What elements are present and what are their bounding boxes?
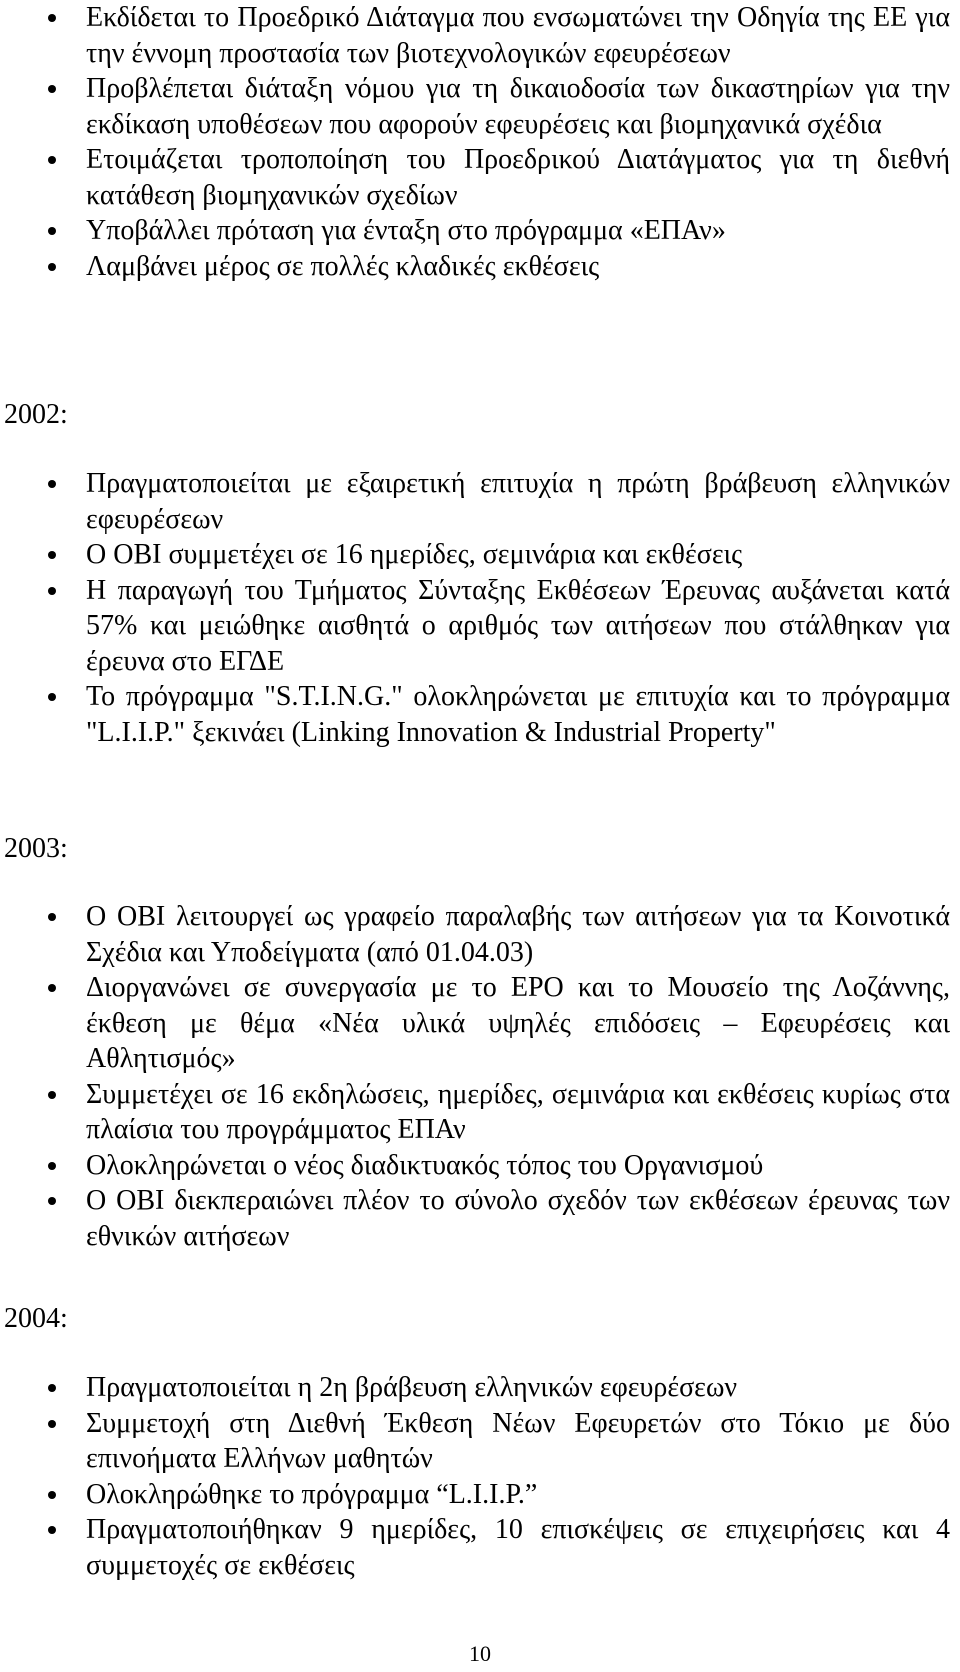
bullet-list-2004 [86, 1370, 950, 1583]
list-item: Λαμβάνει μέρος σε πολλές κλαδικές εκθέσεις [86, 249, 950, 285]
list-item: Συμμετέχει σε 16 εκδηλώσεις, ημερίδες, σεμινάρια και εκθέσεις κυρίως στα πλαίσια του προγράμματος ΕΠΑν [86, 1077, 950, 1148]
list-item: Ολοκληρώνεται ο νέος διαδικτυακός τόπος του Οργανισμού [86, 1148, 950, 1184]
list-item: Διοργανώνει σε συνεργασία με το ΕΡΟ και το Μουσείο της Λοζάννης, έκθεση με θέμα «Νέα υλικά υψηλές επιδόσεις – Εφευρέσεις και Αθλητισμός» [86, 970, 950, 1077]
list-item: Προβλέπεται διάταξη νόμου για τη δικαιοδοσία των δικαστηρίων για την εκδίκαση υποθέσεων που αφορούν εφευρέσεις και βιομηχανικά σχέδια [86, 71, 950, 142]
list-item: Εκδίδεται το Προεδρικό Διάταγμα που ενσωματώνει την Οδηγία της ΕΕ για την έννομη προστασία των βιοτεχνολογικών εφευρέσεων [86, 0, 950, 71]
bullet-list-2002 [86, 466, 950, 750]
year-heading-2002: 2002: [4, 399, 68, 430]
list-item: Ο ΟΒΙ διεκπεραιώνει πλέον το σύνολο σχεδόν των εκθέσεων έρευνας των εθνικών αιτήσεων [86, 1183, 950, 1254]
list-item: Το πρόγραμμα "S.T.I.N.G." ολοκληρώνεται με επιτυχία και το πρόγραμμα "L.I.I.P." ξεκινάει (Linking Innovation & Industrial Property" [86, 679, 950, 750]
list-item: Πραγματοποιείται η 2η βράβευση ελληνικών εφευρέσεων [86, 1370, 950, 1406]
year-heading-2004: 2004: [4, 1303, 68, 1334]
bullet-list-continued [86, 0, 950, 284]
list-item: Συμμετοχή στη Διεθνή Έκθεση Νέων Εφευρετών στο Τόκιο με δύο επινοήματα Ελλήνων μαθητών [86, 1406, 950, 1477]
page-number: 10 [469, 1641, 491, 1666]
list-item: Ετοιμάζεται τροποποίηση του Προεδρικού Διατάγματος για τη διεθνή κατάθεση βιομηχανικών σχεδίων [86, 142, 950, 213]
list-item: Ολοκληρώθηκε το πρόγραμμα “L.I.I.P.” [86, 1477, 950, 1513]
list-item: Πραγματοποιήθηκαν 9 ημερίδες, 10 επισκέψεις σε επιχειρήσεις και 4 συμμετοχές σε εκθέσεις [86, 1512, 950, 1583]
list-item: Υποβάλλει πρόταση για ένταξη στο πρόγραμμα «ΕΠΑν» [86, 213, 950, 249]
list-item: Ο ΟΒΙ συμμετέχει σε 16 ημερίδες, σεμινάρια και εκθέσεις [86, 537, 950, 573]
list-item: Ο ΟΒΙ λειτουργεί ως γραφείο παραλαβής των αιτήσεων για τα Κοινοτικά Σχέδια και Υποδείγματα (από 01.04.03) [86, 899, 950, 970]
list-item: Πραγματοποιείται με εξαιρετική επιτυχία η πρώτη βράβευση ελληνικών εφευρέσεων [86, 466, 950, 537]
year-heading-2003: 2003: [4, 833, 68, 864]
list-item: Η παραγωγή του Τμήματος Σύνταξης Εκθέσεων Έρευνας αυξάνεται κατά 57% και μειώθηκε αισθητά ο αριθμός των αιτήσεων που στάλθηκαν για έρευνα στο ΕΓΔΕ [86, 573, 950, 680]
bullet-list-2003 [86, 899, 950, 1254]
